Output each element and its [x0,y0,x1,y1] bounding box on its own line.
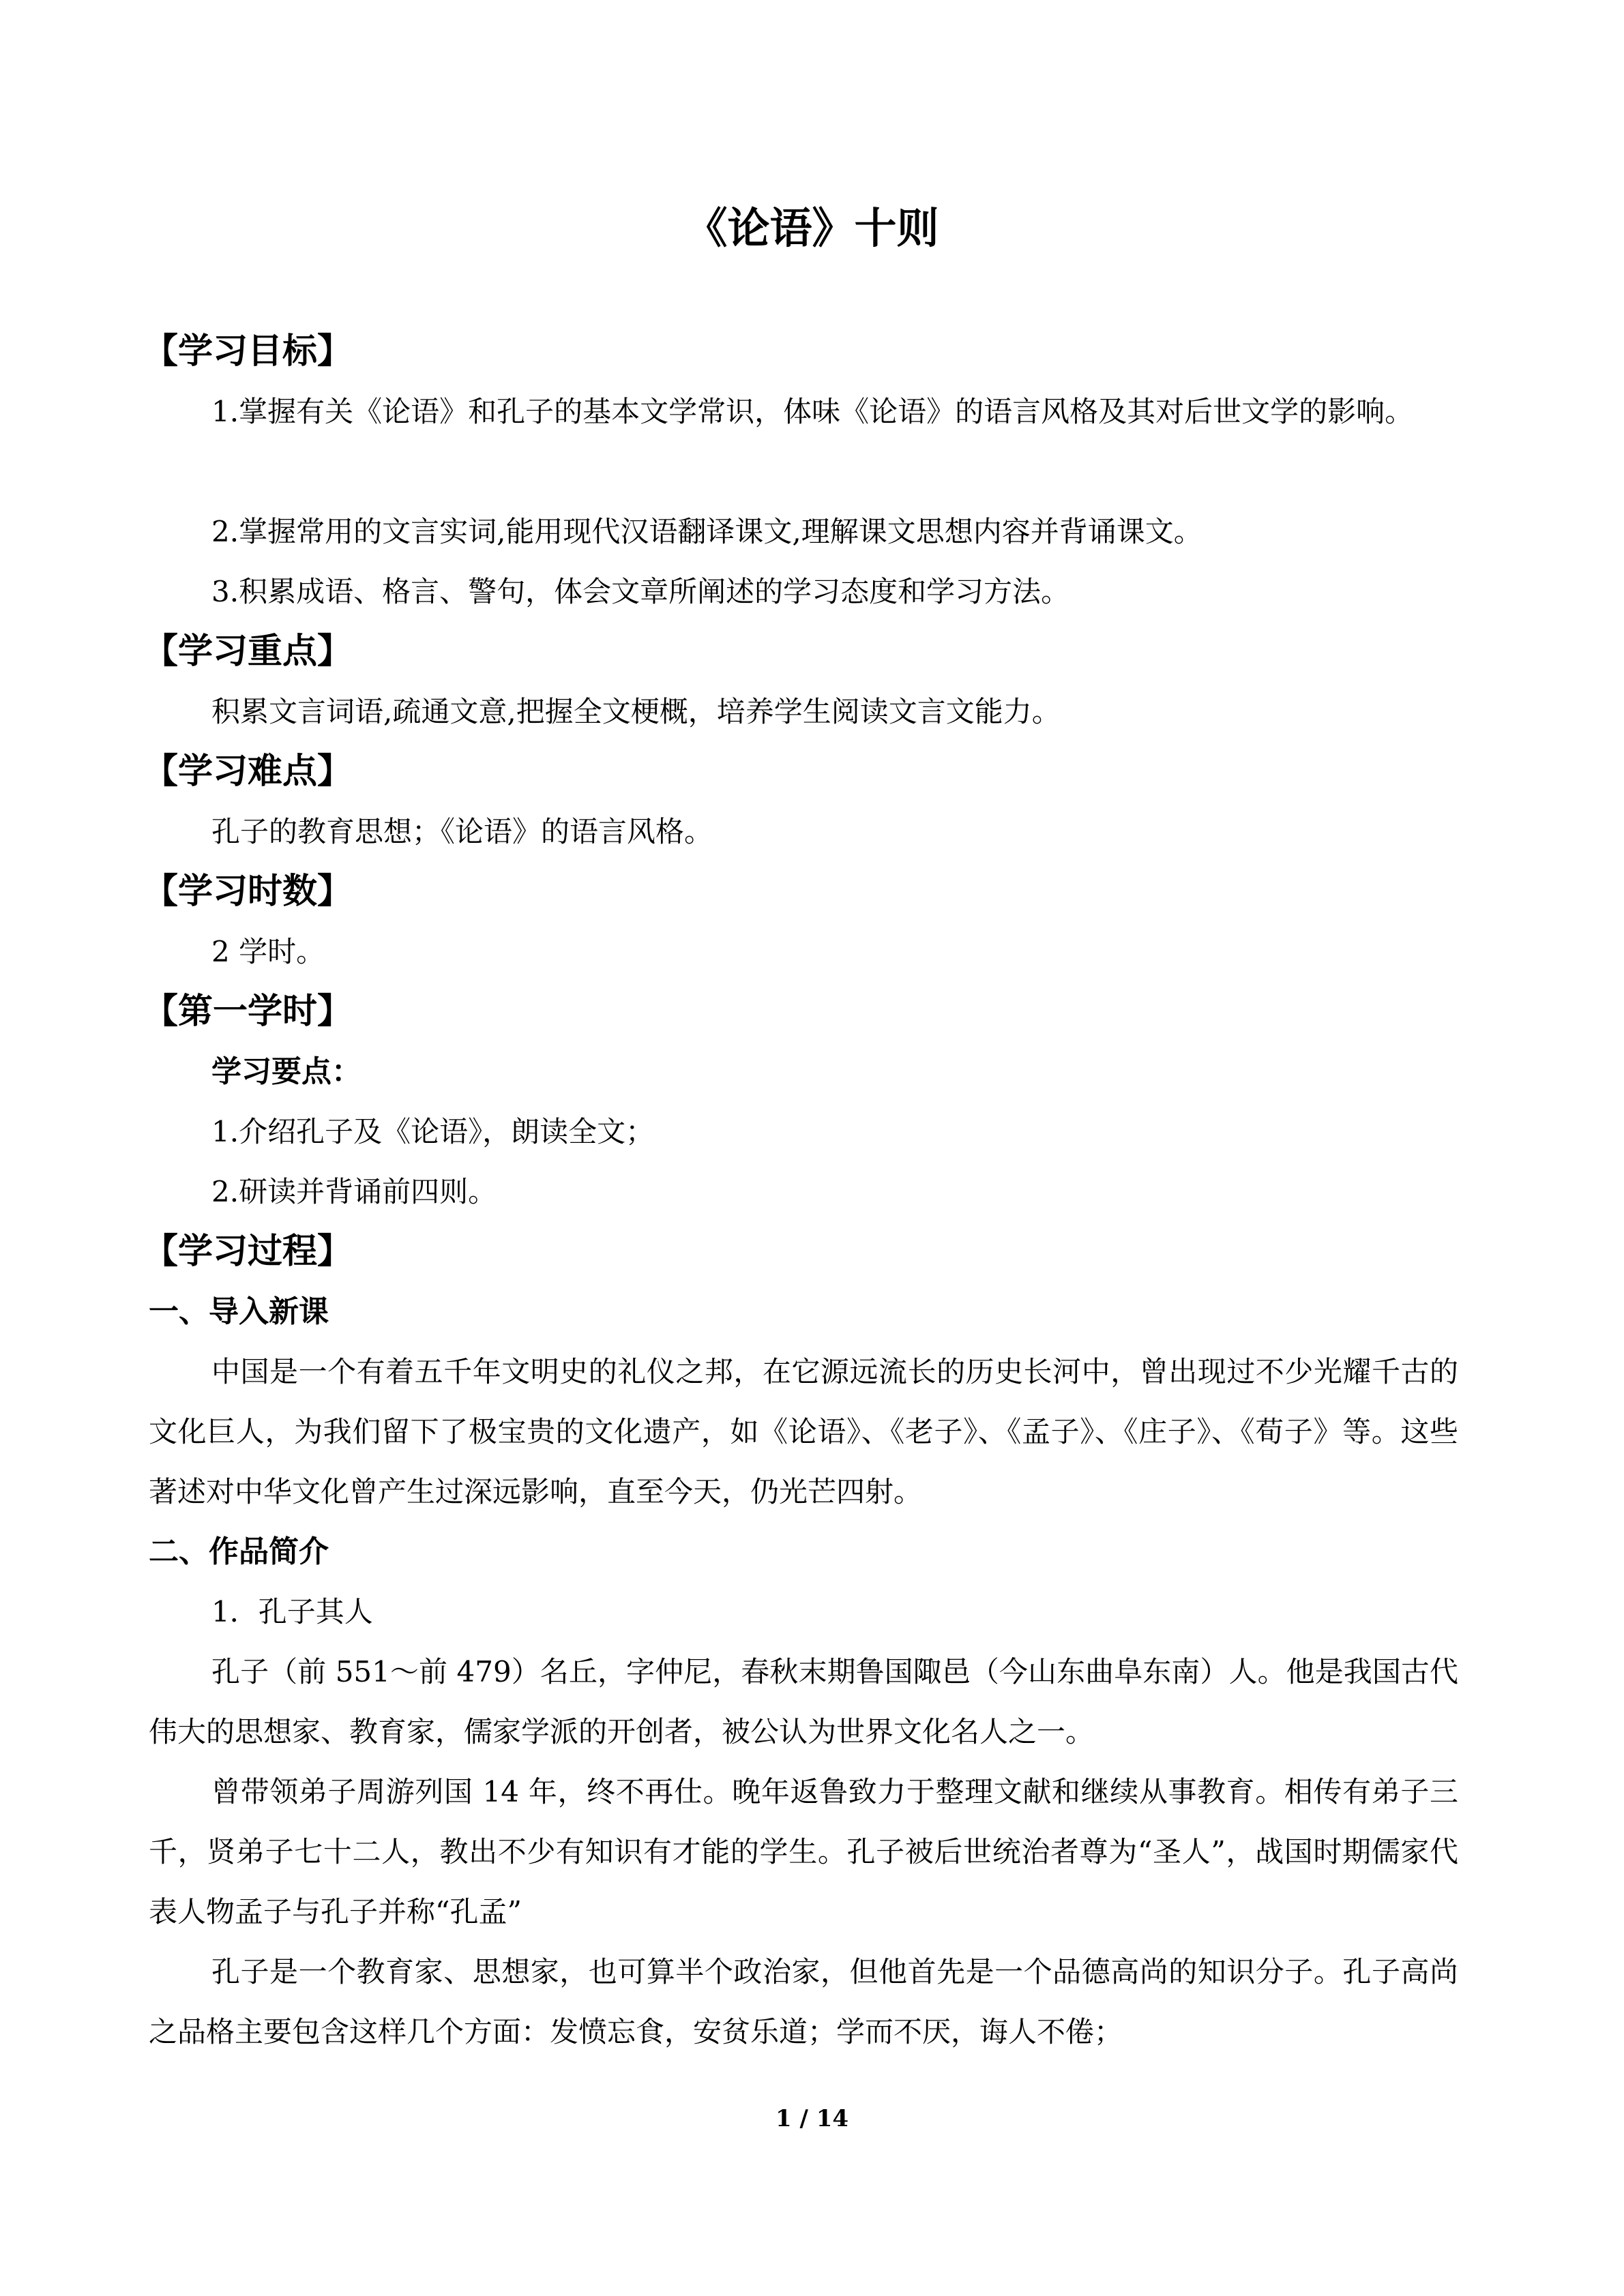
objective-1: 1.掌握有关《论语》和孔子的基本文学常识，体味《论语》的语言风格及其对后世文学的影响。 [211,395,1414,428]
section-heading-process: 【学习过程】 [143,1232,353,1272]
part2-subheading: 1．孔子其人 [211,1595,373,1628]
part2-paragraph-2: 曾带领弟子周游列国 14 年，终不再仕。晚年返鲁致力于整理文献和继续从事教育。相传有弟子三千，贤弟子七十二人，教出不少有知识有才能的学生。孔子被后世统治者尊为“圣人”，战国时期儒家代表人物孟子与孔子并称“孔孟” [149,1775,1458,1928]
part2-heading: 二、作品简介 [149,1534,329,1569]
section-heading-objectives: 【学习目标】 [143,331,353,372]
part1-text: 中国是一个有着五千年文明史的礼仪之邦，在它源远流长的历史长河中，曾出现过不少光耀千古的文化巨人，为我们留下了极宝贵的文化遗产，如《论语》、《老子》、《孟子》、《庄子》、《荀子》等。这些著述对中华文化曾产生过深远影响，直至今天，仍光芒四射。 [149,1355,1458,1508]
objective-3: 3.积累成语、格言、警句，体会文章所阐述的学习态度和学习方法。 [211,575,1070,608]
key-point-2: 2.研读并背诵前四则。 [211,1175,497,1208]
section-heading-difficulty: 【学习难点】 [143,751,353,792]
document-body [143,322,1458,2062]
focus-text: 积累文言词语,疏通文意,把握全文梗概，培养学生阅读文言文能力。 [211,695,1061,728]
hours-text: 2 学时。 [211,935,325,968]
objective-2: 2.掌握常用的文言实词,能用现代汉语翻译课文,理解课文思想内容并背诵课文。 [211,515,1202,548]
key-point-1: 1.介绍孔子及《论语》，朗读全文； [211,1115,655,1148]
section-heading-focus: 【学习重点】 [143,631,353,672]
part2-paragraph-1: 孔子（前 551～前 479）名丘，字仲尼，春秋末期鲁国陬邑（今山东曲阜东南）人。他是我国古代伟大的思想家、教育家，儒家学派的开创者，被公认为世界文化名人之一。 [149,1655,1458,1748]
page-number: 1 / 14 [775,2105,849,2132]
section-heading-first-hour: 【第一学时】 [143,992,353,1032]
key-points-label: 学习要点： [211,1054,361,1089]
document-title: 《论语》十则 [685,203,939,253]
part2-paragraph-3: 孔子是一个教育家、思想家，也可算半个政治家，但他首先是一个品德高尚的知识分子。孔子高尚之品格主要包含这样几个方面：发愤忘食，安贫乐道；学而不厌，诲人不倦； [149,1955,1458,2048]
difficulty-text: 孔子的教育思想；《论语》的语言风格。 [211,815,713,848]
section-heading-hours: 【学习时数】 [143,871,353,912]
part1-heading: 一、导入新课 [149,1294,329,1329]
